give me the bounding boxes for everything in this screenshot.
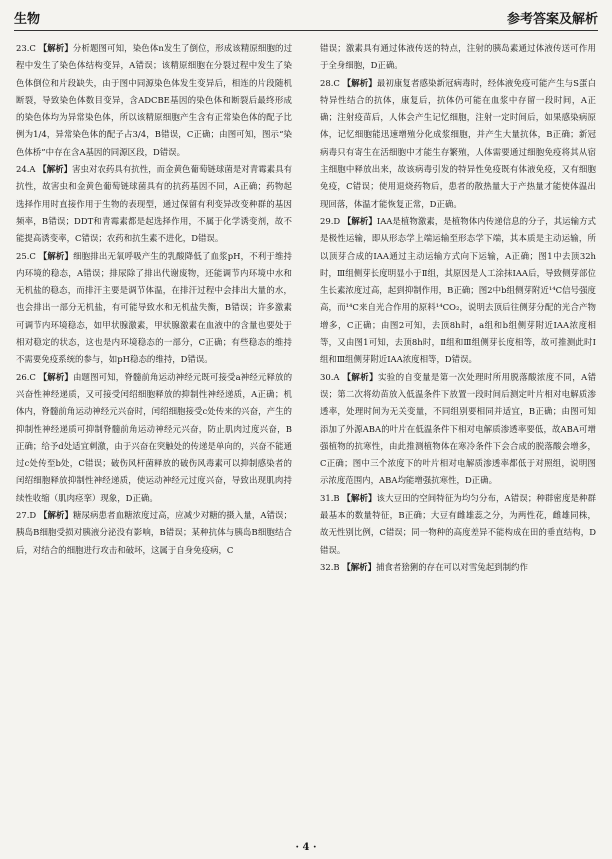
analysis-text: 细胞排出无氧呼吸产生的乳酸降低了血浆pH，不利于维持内环境的稳态，A错误；排尿除了排出代谢废物，还能调节内环境中水和无机盐的稳态，而排汗主要是调节体温，在排汗过程中会排出大量的水，也会排出一部分无机盐，有可能导致水和无机盐失衡，B错误；许多激素可调节内环境稳态，如甲状腺激素，甲状腺激素在血液中的含量也要处于相对稳定的状态，这也是内环境稳态的一部分，C正确；有些稳态的维持不需要免疫系统的参与，如pH稳态的维持，D错误。 — [16, 250, 292, 365]
answer-item-24 — [16, 161, 292, 247]
header-title: 参考答案及解析 — [506, 12, 598, 27]
analysis-text: 该大豆田的空间特征为均匀分布，A错误；种群密度是种群最基本的数量特征，B正确；大豆有雌雄蕊之分，为两性花，雌雄同株，故无性别比例，C错误；同一物种的高度差异不能构成在田的垂直结构，D错误。 — [320, 492, 596, 555]
answer-item-30 — [320, 369, 596, 490]
analysis-tag: 【解析】 — [342, 77, 377, 88]
question-number: 29. — [320, 215, 334, 226]
analysis-tag: 【解析】 — [38, 43, 73, 53]
answer-letter: A — [333, 371, 340, 382]
answer-item-28 — [320, 75, 596, 213]
analysis-text: IAA是植物激素，是植物体内传递信息的分子，其运输方式是极性运输，即从形态学上端运输至形态学下端，其本质是主动运输，所以顶芽合成的IAA通过主动运输方式向下运输，A正确；图1中去顶32h时，Ⅲ组侧芽长度明显小于Ⅱ组，其原因是人工涂抹IAA后，导致侧芽部位生长素浓度过高，起到抑制作用，B正确；图2中b组侧芽附近¹⁴C信号强度高，而¹⁴C来自光合作用的原料¹⁴CO₂，说明去顶后往侧芽分配的光合产物增多，C正确；由图2可知，去顶8h时，a组和b组侧芽附近IAA浓度相等，又由图1可知，去顶8h时，Ⅱ组和Ⅲ组侧芽长度相等，故可推测此时Ⅰ组和Ⅲ组侧芽附近IAA浓度相等，D错误。 — [320, 215, 596, 365]
right-column — [320, 40, 596, 576]
answer-letter: C — [29, 43, 36, 53]
answer-item-25 — [16, 248, 292, 369]
question-number: 28. — [320, 77, 334, 88]
answer-item-23 — [16, 40, 292, 161]
analysis-tag: 【解析】 — [342, 215, 377, 226]
answer-letter: C — [29, 250, 36, 261]
analysis-tag: 【解析】 — [342, 561, 377, 572]
answer-letter: C — [29, 371, 36, 382]
answer-item-27-continued — [320, 40, 596, 75]
answer-letter: B — [333, 492, 340, 503]
question-number: 23. — [16, 43, 30, 53]
question-number: 27. — [16, 510, 30, 521]
answer-letter: C — [333, 77, 340, 88]
page-header — [14, 8, 598, 31]
answer-item-26 — [16, 369, 292, 507]
answer-letter: D — [29, 510, 37, 521]
answer-item-27 — [16, 507, 292, 559]
question-number: 25. — [16, 250, 30, 261]
analysis-text: 害虫对农药具有抗性，而金黄色葡萄链球菌是对青霉素具有抗性，故害虫和金黄色葡萄链球菌具有的抗药基因不同，A正确；药物起选择作用时直接作用于生物的表现型，通过保留有利变异改变种群的基因频率，B错误；DDT和青霉素都是起选择作用，不属于化学诱变剂，故不能提高诱变率，C错误；农药和抗生素不进化，D错误。 — [16, 164, 293, 244]
answer-letter: B — [333, 561, 340, 572]
analysis-text: 最初康复者感染新冠病毒时，经体液免疫可能产生与S蛋白特异性结合的抗体，康复后，抗体仍可能在血浆中存留一段时间，A正确；注射疫苗后，人体会产生记忆细胞，注射一定时间后，如果感染病原体，记忆细胞能迅速增殖分化成浆细胞，并产生大量抗体，B正确；新冠病毒只有寄生在活细胞中才能生存繁殖，人体需要通过细胞免疫将其从宿主细胞中释放出来，故该病毒引发的特异性免疫既有体液免疫，又有细胞免疫，C错误；使用退烧药物后，患者的散热量大于产热量才能使体温出现回落，体温才能恢复正常，D正确。 — [320, 77, 597, 209]
left-column — [16, 40, 292, 559]
analysis-tag: 【解析】 — [38, 250, 74, 261]
analysis-text: 错误；激素具有通过体液传送的特点，注射的胰岛素通过体液传送可作用于全身细胞，D正确。 — [320, 43, 596, 71]
answer-item-31 — [320, 490, 596, 559]
analysis-text: 糖尿病患者血糖浓度过高，应减少对糖的摄入量，A错误；胰岛B细胞受损对胰液分泌没有影响，B错误；某种抗体与胰岛B细胞结合后，对结合的细胞进行攻击和破坏，这属于自身免疫病，C — [16, 510, 292, 555]
answer-item-32 — [320, 559, 596, 576]
analysis-text: 由题图可知，脊髓前角运动神经元既可接受a神经元释放的兴奋性神经递质，又可接受闰绍细胞释放的抑制性神经递质，A正确；机体内，脊髓前角运动神经元兴奋时，闰绍细胞接受c处传来的兴奋，产生的抑制性神经递质可抑制脊髓前角运动神经元兴奋，防止肌肉过度兴奋，B正确；给予d处适宜刺激，由于兴奋在突触处的传递是单向的，兴奋不能通过c处传至b处，C错误；破伤风杆菌释放的破伤风毒素可以抑制感染者的闰绍细胞释放抑制性神经递质，使运动神经元过度兴奋，导致出现肌肉持续性收缩（肌肉痉挛）现象，D正确。 — [16, 371, 293, 503]
question-number: 30. — [320, 371, 334, 382]
question-number: 31. — [320, 492, 334, 503]
analysis-text: 捕食者猞猁的存在可以对雪兔起到制约作 — [376, 561, 528, 572]
question-number: 24. — [16, 164, 30, 175]
analysis-tag: 【解析】 — [38, 371, 73, 382]
analysis-tag: 【解析】 — [342, 371, 378, 382]
answer-letter: A — [29, 164, 36, 175]
answer-letter: D — [333, 215, 341, 226]
question-number: 32. — [320, 561, 334, 572]
page-number: · 4 · — [295, 842, 317, 853]
analysis-tag: 【解析】 — [342, 492, 377, 503]
analysis-tag: 【解析】 — [38, 164, 73, 175]
analysis-tag: 【解析】 — [38, 510, 74, 521]
subject-label: 生物 — [14, 12, 41, 27]
question-number: 26. — [16, 371, 30, 382]
analysis-text: 分析题图可知，染色体n发生了倒位，形成该精原细胞的过程中发生了染色体结构变异，A错误；该精原细胞在分裂过程中发生了染色体倒位和片段缺失，由于图中同源染色体发生变异后，相连的片段随机断裂，导致染色体数目变异，含ADCBE基因的染色体和断裂后最终形成的染色体均为异常染色体，所以该精原细胞产生含有正常染色体的配子比例为1/4，异常染色体的配子占3/4，B错误，C正确；由图可知，图示“染色体桥”中存在含A基因的同源区段，D错误。 — [16, 43, 293, 157]
answer-item-29 — [320, 213, 596, 369]
analysis-text: 实验的自变量是第一次处理时所用脱落酸浓度不同，A错误；第二次将幼苗放入低温条件下放置一段时间后测定叶片相对电解质渗透率，处理时间为无关变量，不同组别要相同并适宜，B正确；由图可知添加了外源ABA的叶片在低温条件下相对电解质渗透率要低，故ABA可增强植物的抗寒性，由此推测植物体在寒冷条件下会合成的脱落酸会增多，C正确；图中三个浓度下的叶片相对电解质渗透率都低于对照组，说明图示浓度范围内，ABA均能增强抗寒性，D正确。 — [320, 371, 597, 486]
